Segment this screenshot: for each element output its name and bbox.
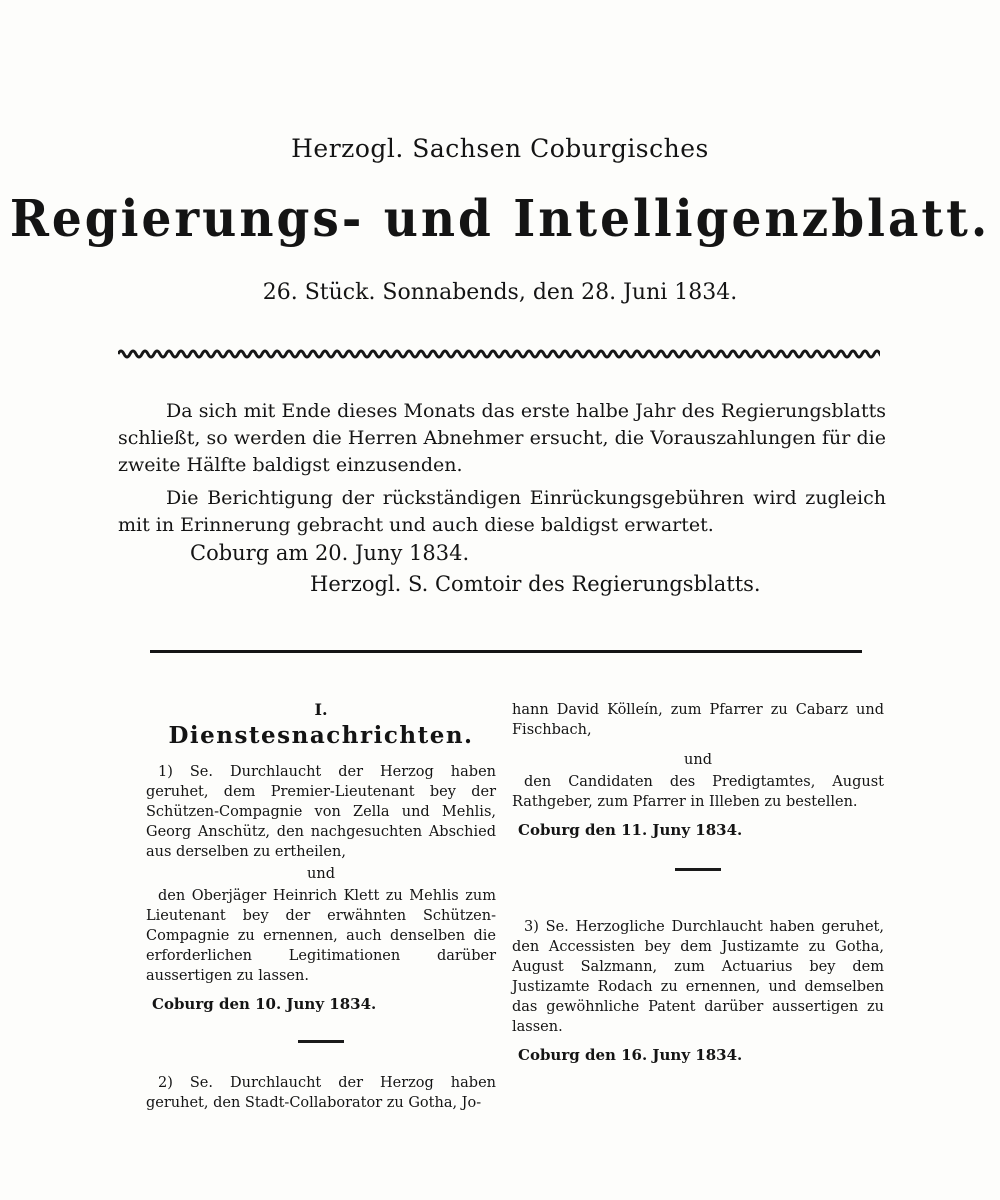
short-divider <box>298 1040 344 1043</box>
newspaper-title: Regierungs- und Intelligenzblatt. <box>9 189 991 250</box>
notice-signature: Herzogl. S. Comtoir des Regierungsblatts. <box>310 572 761 596</box>
section-number: I. <box>314 700 328 719</box>
notice-paragraph-1: Da sich mit Ende dieses Monats das erste halbe Jahr des Regierungsblatts schließt, so werden die Herren Abnehmer ersucht, die Vorauszahlungen für die zweite Hälfte baldigst einzusenden. <box>118 400 886 476</box>
section-rule <box>150 650 862 653</box>
short-divider <box>675 868 721 871</box>
notice-paragraph-2: Die Berichtigung der rückständigen Einrückungsgebühren wird zugleich mit in Erinnerung gebracht und auch diese baldigst erwartet. <box>118 487 886 536</box>
conjunction-und: und <box>684 752 712 768</box>
item-2-text: 2) Se. Durchlaucht der Herzog haben geruhet, den Stadt-Collaborator zu Gotha, Jo- <box>146 1075 496 1111</box>
conjunction-und: und <box>307 866 335 882</box>
item-3-date: Coburg den 16. Juny 1834. <box>518 1046 743 1064</box>
item-1-date: Coburg den 10. Juny 1834. <box>152 995 377 1013</box>
right-column <box>512 700 884 1071</box>
item-2-continuation: hann David Kölleín, zum Pfarrer zu Cabarz und Fischbach, <box>512 702 884 738</box>
item-1-text: 1) Se. Durchlaucht der Herzog haben geruhet, dem Premier-Lieutenant bey der Schützen-Compagnie von Zella und Mehlis, Georg Anschütz, den nachgesuchten Abschied aus derselben zu ertheilen, <box>146 764 496 860</box>
wavy-divider <box>118 346 880 362</box>
item-3-text: 3) Se. Herzogliche Durchlaucht haben geruhet, den Accessisten bey dem Justizamte zu Gotha, August Salzmann, zum Actuarius bey dem Justizamte Rodach zu ernennen, und demselben das gewöhnliche Patent darüber aussertigen zu lassen. <box>512 919 884 1035</box>
issue-line: 26. Stück. Sonnabends, den 28. Juni 1834. <box>262 280 738 305</box>
notice-place-date: Coburg am 20. Juny 1834. <box>190 541 470 565</box>
item-2-continuation-2: den Candidaten des Predigtamtes, August Rathgeber, zum Pfarrer in Illeben zu bestellen. <box>512 774 884 810</box>
section-title: Dienstesnachrichten. <box>168 722 474 749</box>
left-column <box>146 700 496 1113</box>
item-2-date: Coburg den 11. Juny 1834. <box>518 821 743 839</box>
header-top-line: Herzogl. Sachsen Coburgisches <box>291 134 709 163</box>
notice-block <box>118 398 886 539</box>
item-1-continuation: den Oberjäger Heinrich Klett zu Mehlis zum Lieutenant bey der erwähnten Schützen-Compagnie zu ernennen, auch denselben die erforderlichen Legitimationen darüber aussertigen zu lassen. <box>146 888 496 984</box>
